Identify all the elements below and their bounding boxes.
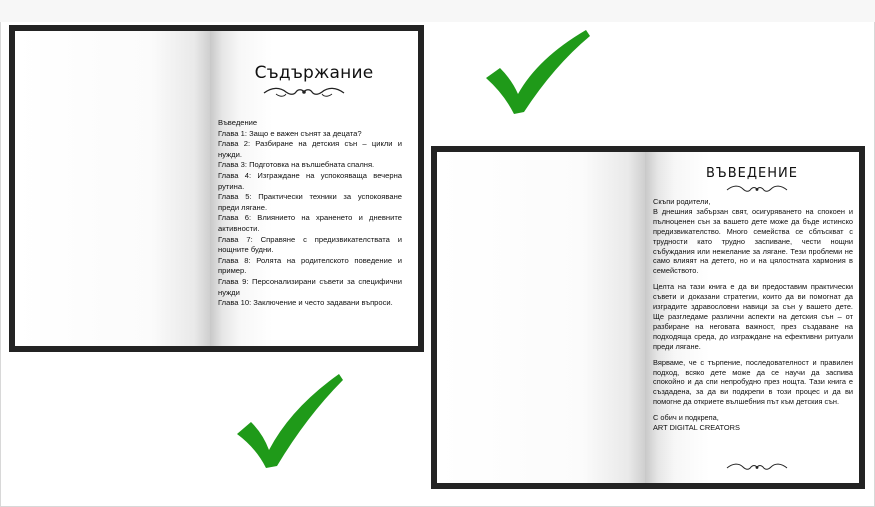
toc-item: Глава 10: Заключение и често задавани въпроси. bbox=[218, 298, 393, 308]
intro-paragraph-text: В днешния забързан свят, осигуряването на спокоен и пълноценен сън за вашето дете може да бъде истинско предизвикателство. Много семейства се сблъскват с трудности като трудно заспиване, чести нощни събуждания или нежелание за лягане. Тези проблеми не само влияят на детето, но и на цялостната хармония в семейството. bbox=[653, 206, 853, 276]
top-band bbox=[0, 0, 875, 22]
ornament-icon bbox=[262, 85, 346, 99]
intro-signoff bbox=[653, 413, 853, 433]
checkmark-icon bbox=[231, 368, 347, 472]
intro-paragraph bbox=[653, 197, 853, 276]
toc-item: Глава 8: Ролята на родителското поведение и пример. bbox=[218, 255, 402, 276]
ornament-icon bbox=[725, 462, 789, 473]
toc-right-page bbox=[210, 31, 418, 346]
toc-item: Въведение bbox=[218, 118, 258, 127]
toc-item: Глава 7: Справяне с предизвикателствата и нощните будни. bbox=[218, 234, 402, 255]
toc-item: Глава 9: Персонализирани съвети за специфични нужди bbox=[218, 276, 402, 297]
checkmark-icon bbox=[478, 24, 594, 120]
ornament-icon bbox=[725, 184, 789, 195]
intro-left-page bbox=[437, 152, 645, 483]
intro-spread bbox=[437, 152, 859, 483]
toc-item: Глава 6: Влиянието на храненето и дневните активности. bbox=[218, 213, 402, 233]
intro-closing: С обич и подкрепа, bbox=[653, 413, 719, 423]
toc-item: Глава 4: Изграждане на успокояваща вечерна рутина. bbox=[218, 170, 402, 191]
toc-list bbox=[218, 118, 402, 309]
toc-item: Глава 3: Подготовка на вълшебната спалня. bbox=[218, 160, 375, 170]
toc-item: Глава 5: Практически техники за успокояване преди лягане. bbox=[218, 192, 402, 212]
intro-paragraph: Вярваме, че с търпение, последователност и правилен подход, всяко дете може да се научи да заспива спокойно и да спи непробудно през нощта. Тази книга е създадена, за да ви подкрепи в този процес и да ви помогне да откриете вълшебния път към детския сън. bbox=[653, 357, 853, 407]
intro-book bbox=[431, 146, 865, 489]
toc-spread bbox=[15, 31, 418, 346]
toc-item: Глава 1: Защо е важен сънят за децата? bbox=[218, 128, 362, 138]
intro-right-page bbox=[645, 152, 859, 483]
intro-greeting: Скъпи родители, bbox=[653, 197, 711, 206]
toc-item: Глава 2: Разбиране на детския сън – цикли и нужди. bbox=[218, 139, 402, 159]
toc-left-page bbox=[15, 31, 210, 346]
toc-book bbox=[9, 25, 424, 352]
intro-paragraph: Целта на тази книга е да ви предоставим практически съвети и доказани стратегии, които да ви помогнат да изградите здравословни навици за сън у вашето дете. Ще разгледаме различни аспекти на детския сън – от разбиране на неговата важност, през създаване на подходяща среда, до изграждане на ефективни ритуали преди лягане. bbox=[653, 282, 853, 351]
intro-body bbox=[653, 197, 853, 439]
intro-signature: ART DIGITAL CREATORS bbox=[653, 423, 740, 433]
toc-title: Съдържание bbox=[254, 63, 374, 83]
intro-title: ВЪВЕДЕНИЕ bbox=[706, 166, 798, 181]
